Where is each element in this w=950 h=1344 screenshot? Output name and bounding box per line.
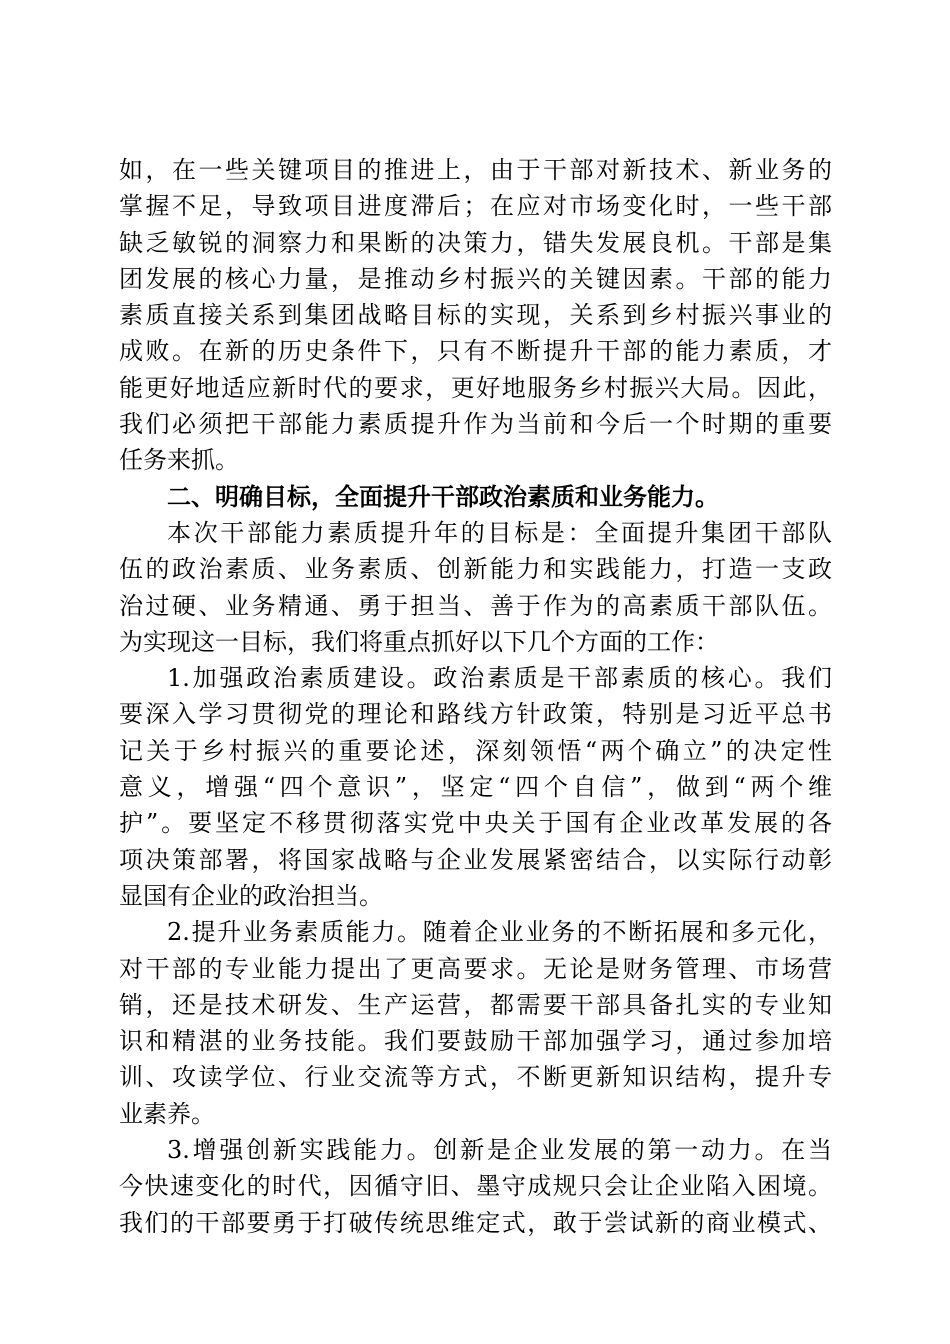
text-line: 销，还是技术研发、生产运营，都需要干部具备扎实的专业知 [119, 990, 832, 1019]
text-line: 治过硬、业务精通、勇于担当、善于作为的高素质干部队伍。 [119, 591, 832, 620]
text-line: 素质直接关系到集团战略目标的实现，关系到乡村振兴事业的 [119, 301, 832, 330]
text-line: 任务来抓。 [119, 446, 239, 475]
document-page [119, 152, 832, 1241]
text-line: 2.提升业务素质能力。随着企业业务的不断拓展和多元化， [167, 918, 832, 947]
text-line: 项决策部署，将国家战略与企业发展紧密结合，以实际行动彰 [119, 845, 832, 874]
text-line: 伍的政治素质、业务素质、创新能力和实践能力，打造一支政 [119, 555, 832, 584]
text-line: 缺乏敏锐的洞察力和果断的决策力，错失发展良机。干部是集 [119, 228, 832, 257]
text-line: 为实现这一目标，我们将重点抓好以下几个方面的工作： [119, 627, 719, 656]
text-line: 如，在一些关键项目的推进上，由于干部对新技术、新业务的 [119, 156, 832, 184]
text-line: 训、攻读学位、行业交流等方式，不断更新知识结构，提升专 [119, 1063, 832, 1092]
text-line: 今快速变化的时代，因循守旧、墨守成规只会让企业陷入困境。 [119, 1172, 832, 1201]
text-line: 我们必须把干部能力素质提升作为当前和今后一个时期的重要 [119, 410, 832, 439]
text-line: 1.加强政治素质建设。政治素质是干部素质的核心。我们 [167, 664, 832, 693]
section-heading: 二、明确目标，全面提升干部政治素质和业务能力。 [167, 482, 719, 511]
text-line: 对干部的专业能力提出了更高要求。无论是财务管理、市场营 [119, 954, 832, 983]
text-line: 我们的干部要勇于打破传统思维定式，敢于尝试新的商业模式、 [119, 1208, 832, 1237]
text-line: 护”。要坚定不移贯彻落实党中央关于国有企业改革发展的各 [119, 809, 832, 838]
text-line: 意义，增强“四个意识”，坚定“四个自信”，做到“两个维 [119, 773, 832, 802]
text-line: 本次干部能力素质提升年的目标是：全面提升集团干部队 [167, 518, 832, 547]
text-line: 识和精湛的业务技能。我们要鼓励干部加强学习，通过参加培 [119, 1027, 832, 1056]
text-line: 掌握不足，导致项目进度滞后；在应对市场变化时，一些干部 [119, 192, 832, 221]
text-line: 显国有企业的政治担当。 [119, 881, 383, 910]
text-line: 能更好地适应新时代的要求，更好地服务乡村振兴大局。因此， [119, 373, 832, 402]
text-line: 3.增强创新实践能力。创新是企业发展的第一动力。在当 [167, 1136, 832, 1165]
text-line: 成败。在新的历史条件下，只有不断提升干部的能力素质，才 [119, 337, 832, 366]
text-line: 业素养。 [119, 1099, 215, 1128]
text-line: 要深入学习贯彻党的理论和路线方针政策，特别是习近平总书 [119, 700, 832, 729]
text-line: 记关于乡村振兴的重要论述，深刻领悟“两个确立”的决定性 [119, 736, 832, 765]
text-line: 团发展的核心力量，是推动乡村振兴的关键因素。干部的能力 [119, 264, 832, 293]
